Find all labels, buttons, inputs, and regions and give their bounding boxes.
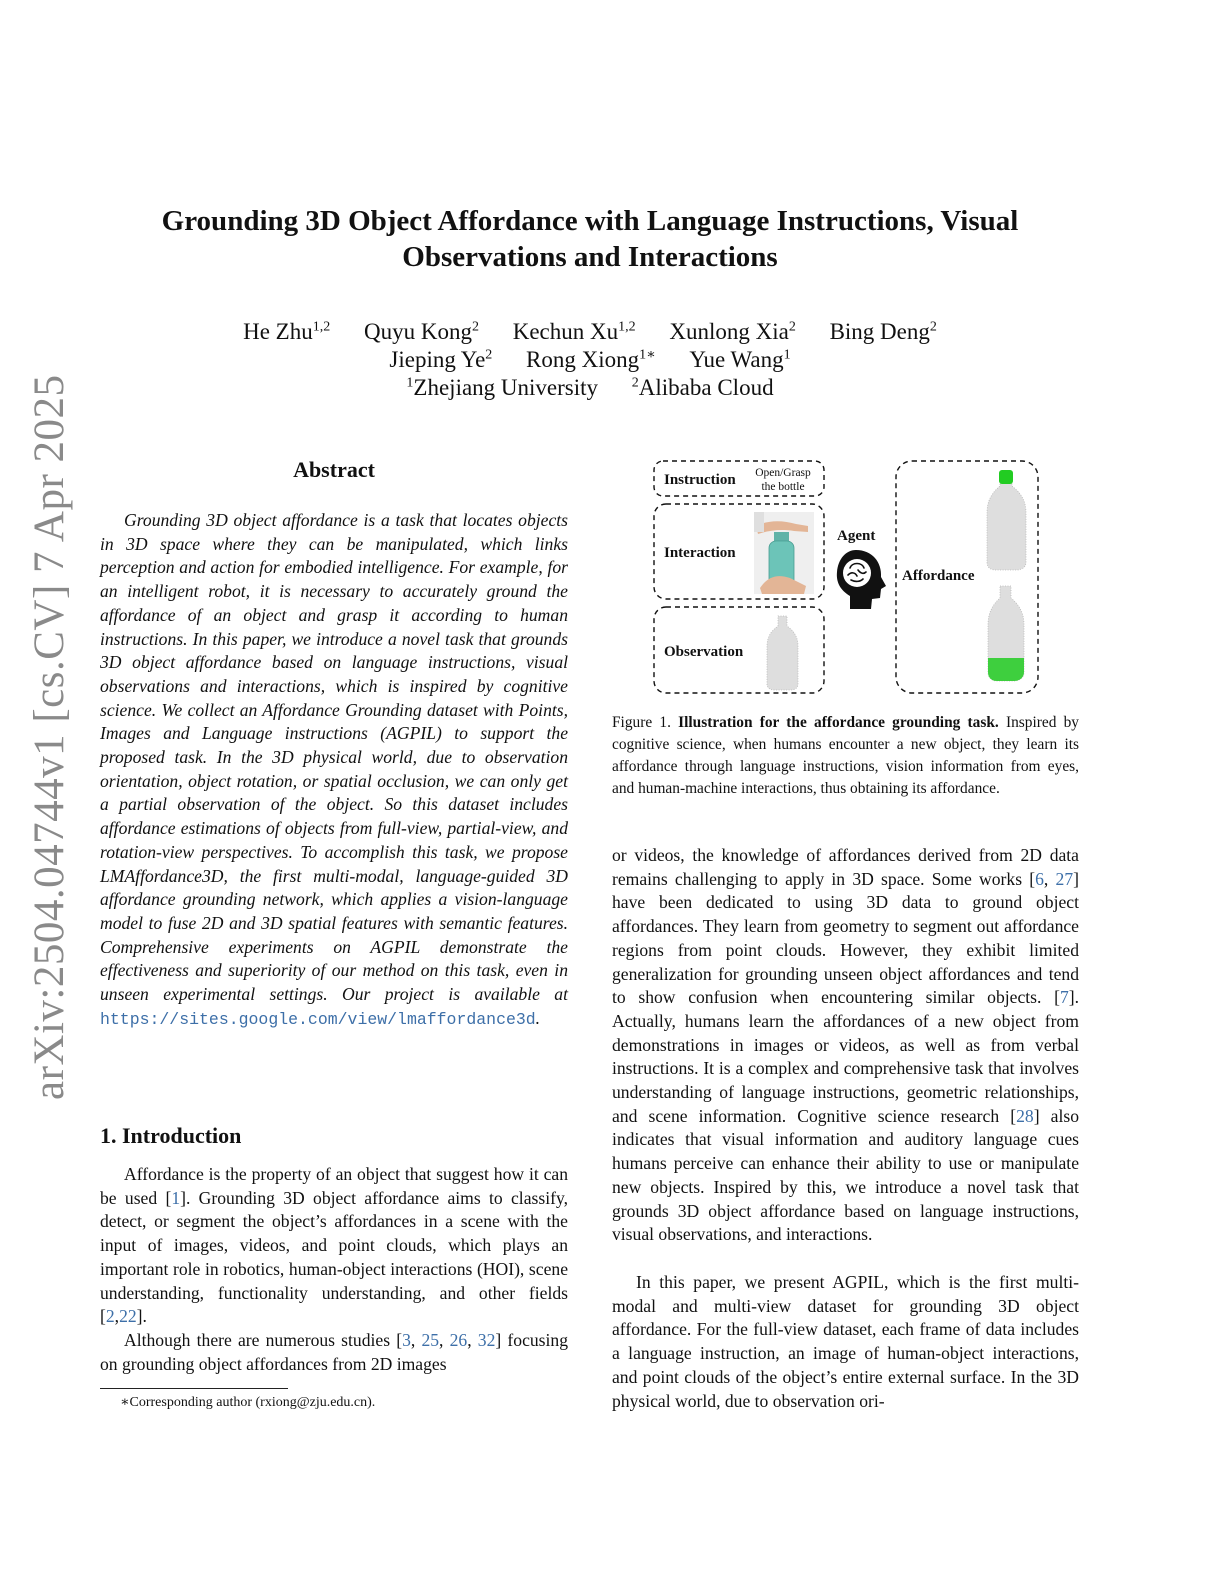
instruction-text-line-2: the bottle bbox=[761, 481, 805, 493]
abstract-body: Grounding 3D object affordance is a task that locates objects in 3D space where they can be manipulated, which links perception and action for embodied intelligence. For example, for an intelligent robot, it is necessary to accurately ground the affordance of an object and grasp it according to human instructions. In this paper, we introduce a novel task that grounds 3D object affordance based on language instructions, visual observations and interactions, which is inspired by cognitive science. We collect an Affordance Grounding dataset with Points, Images and Language instructions (AGPIL) to support the proposed task. In the 3D physical world, due to observation orientation, object rotation, or spatial occlusion, we can only get a partial observation of the object. So this dataset includes affordance estimations of objects from full-view, partial-view, and rotation-view perspectives. To accomplish this task, we propose LMAffordance3D, the first multi-modal, language-guided 3D affordance grounding network, which applies a vision-language model to fuse 2D and 3D spatial features with semantic features. Comprehensive experiments on AGPIL demonstrate the effectiveness and superiority of our method on this task, even in unseen experimental settings. Our project is available at https://sites.google.com/view/lmaffordance3d. bbox=[100, 510, 568, 1029]
citation-link[interactable]: 3 bbox=[402, 1330, 411, 1350]
citation-link[interactable]: 28 bbox=[1016, 1105, 1034, 1126]
author-name: Rong Xiong$^{1∗}$ bbox=[526, 347, 656, 372]
observation-bottle-pointcloud bbox=[767, 616, 798, 690]
project-link[interactable]: https://sites.google.com/view/lmaffordance3d bbox=[100, 1009, 536, 1029]
citation-link[interactable]: 2 bbox=[105, 1306, 115, 1327]
author-name: Xunlong Xia$^2$ bbox=[669, 319, 796, 344]
author-name: Yue Wang$^1$ bbox=[689, 347, 791, 372]
author-name: Jieping Ye$^2$ bbox=[389, 347, 493, 372]
figure-1-illustration bbox=[650, 458, 1042, 698]
interaction-label: Interaction bbox=[664, 545, 736, 561]
citation-link[interactable]: 7 bbox=[1059, 987, 1069, 1008]
section-heading-introduction: 1. Introduction bbox=[100, 1123, 242, 1148]
agent-label: Agent bbox=[837, 528, 876, 544]
agent-head-icon bbox=[837, 550, 886, 609]
affordance-label: Affordance bbox=[902, 568, 975, 584]
footnote-divider bbox=[100, 1388, 288, 1389]
observation-label: Observation bbox=[664, 644, 744, 660]
right-column-paragraph-1: or videos, the knowledge of affordances derived from 2D data remains challenging to apply in 3D space. Some works [6, 27] have been dedicated to using 3D data to ground object affordances. They learn from geometry to segment out affordance regions from point clouds. However, they exhibit limited generalization for grounding unseen object affordances and tend to show confusion when encountering similar objects. [7]. Actually, humans learn the affordances of a new object from demonstrations in images or videos, as well as from verbal instructions. It is a complex and comprehensive task that involves understanding of language instructions, geometric relationships, and scene information. Cognitive science research [28] also indicates that visual information and auditory language cues humans perceive can enhance their ability to use or manipulate new objects. Inspired by this, we introduce a novel task that grounds 3D object affordance based on language instructions, visual observations, and interactions. bbox=[612, 845, 1079, 1245]
affiliation-line bbox=[150, 374, 1030, 402]
footnote-corresponding-author: ∗Corresponding author (rxiong@zju.edu.cn). bbox=[120, 1395, 376, 1410]
citation-link[interactable]: 26 bbox=[449, 1330, 468, 1350]
citation-link[interactable]: 32 bbox=[477, 1330, 496, 1350]
author-name: Kechun Xu$^{1,2}$ bbox=[512, 319, 636, 344]
citation-link[interactable]: 6 bbox=[1035, 868, 1044, 889]
intro-paragraph-1: Affordance is the property of an object that suggest how it can be used [1]. Grounding 3D object affordance aims to classify, detect, or segment the object’s affordances in a scene with the input of images, videos, and point clouds, which plays an important role in robotics, human-object interactions (HOI), scene understanding, functionality understanding, and other fields [2,22]. bbox=[100, 1164, 569, 1327]
affiliation: $^2$Alibaba Cloud bbox=[631, 375, 774, 400]
citation-link[interactable]: 27 bbox=[1055, 868, 1074, 889]
right-column-paragraph-2: In this paper, we present AGPIL, which is the first multi-modal and multi-view dataset for grounding 3D object affordance. For the full-view dataset, each frame of data includes a language instruction, an image of human-object interactions, and point clouds of the object’s entire external surface. In the 3D physical world, due to observation ori- bbox=[612, 1272, 1079, 1411]
author-line-1 bbox=[150, 318, 1030, 346]
affiliation: $^1$Zhejiang University bbox=[406, 375, 599, 400]
intro-paragraph-2: Although there are numerous studies [3, 25, 26, 32] focusing on grounding object affordances from 2D images bbox=[100, 1330, 569, 1374]
abstract-heading: Abstract bbox=[293, 457, 375, 482]
interaction-photo bbox=[754, 512, 814, 594]
author-line-2 bbox=[150, 346, 1030, 374]
author-name: Quyu Kong$^2$ bbox=[363, 319, 479, 344]
affordance-bottle-grasp-bottom bbox=[988, 586, 1024, 681]
instruction-label: Instruction bbox=[664, 472, 736, 488]
figure-1-caption: Figure 1. Illustration for the affordance grounding task. Inspired by cognitive science, when humans encounter a new object, they learn its affordance through language instructions, vision information from eyes, and human-machine interactions, thus obtaining its affordance. bbox=[612, 714, 1079, 797]
citation-link[interactable]: 22 bbox=[119, 1306, 137, 1327]
author-name: He Zhu$^{1,2}$ bbox=[243, 319, 331, 344]
paper-title: Grounding 3D Object Affordance with Language Instructions, Visual Observations and Interactions bbox=[161, 205, 1019, 273]
arxiv-sidebar-stamp: arXiv:2504.04744v1 [cs.CV] 7 Apr 2025 bbox=[26, 374, 73, 1100]
author-name: Bing Deng$^2$ bbox=[829, 319, 937, 344]
affordance-bottle-grasp-top bbox=[987, 470, 1026, 570]
citation-link[interactable]: 25 bbox=[421, 1330, 440, 1350]
citation-link[interactable]: 1 bbox=[171, 1187, 181, 1208]
instruction-text-line-1: Open/Grasp bbox=[755, 467, 811, 479]
